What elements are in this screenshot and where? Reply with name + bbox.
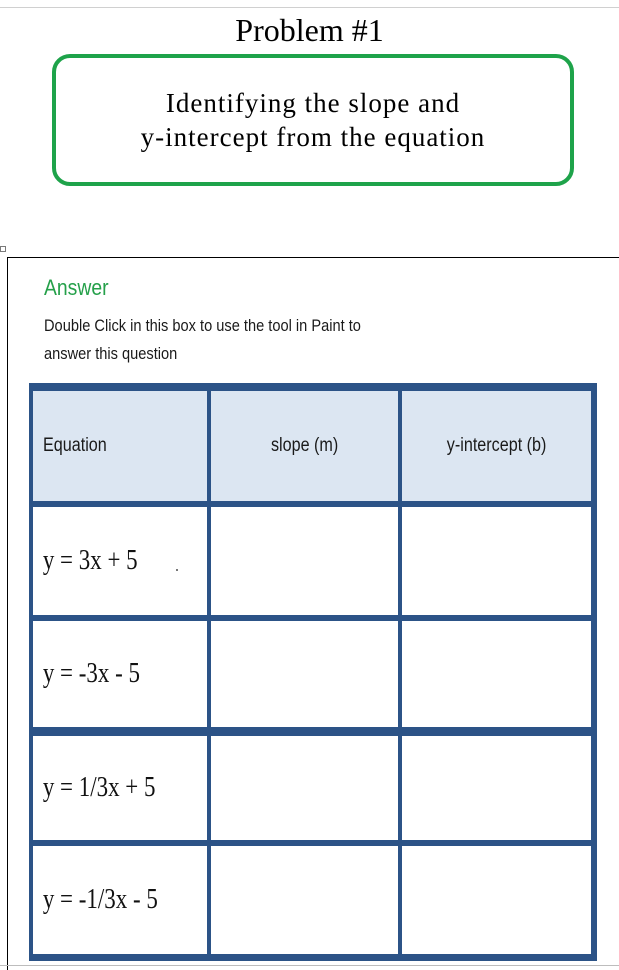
table-row-1-intercept[interactable] (402, 507, 591, 615)
header-cell-equation (33, 391, 207, 501)
table-row-1-equation (33, 507, 207, 615)
answer-heading: Answer (44, 275, 109, 300)
subtitle-box (52, 54, 574, 186)
header-slope-label: slope (m) (270, 435, 339, 456)
top-border-inner (0, 7, 619, 8)
stray-mark (176, 569, 178, 571)
subtitle-text (73, 86, 553, 154)
table-row-4-slope[interactable] (211, 846, 398, 954)
table-row-4-intercept[interactable] (402, 846, 591, 954)
header-intercept-label: y-intercept (b) (446, 435, 547, 456)
table-row-3-equation (33, 736, 207, 840)
table-row-1-slope[interactable] (211, 507, 398, 615)
table-row-2-equation (33, 621, 207, 727)
equation-text: y = -3x - 5 (42, 658, 140, 689)
table-row-2-slope[interactable] (211, 621, 398, 727)
equation-table[interactable] (29, 383, 597, 961)
instruction-line-2: answer this question (44, 344, 178, 363)
bottom-border (0, 965, 619, 966)
table-row-3-slope[interactable] (211, 736, 398, 840)
subtitle-line-2: y-intercept from the equation (140, 122, 486, 152)
header-cell-slope (211, 391, 398, 501)
header-equation-label: Equation (43, 435, 107, 456)
subtitle-line-1: Identifying the slope and (165, 88, 461, 118)
problem-title: Problem #1 (235, 12, 384, 48)
embedded-object-handle-icon[interactable] (0, 246, 6, 252)
answer-instructions (44, 312, 405, 368)
table-row-4-equation (33, 846, 207, 954)
equation-text: y = 1/3x + 5 (42, 772, 156, 803)
instruction-line-1: Double Click in this box to use the tool in Paint to (44, 316, 361, 335)
table-row-2-intercept[interactable] (402, 621, 591, 727)
equation-text: y = -1/3x - 5 (42, 884, 158, 915)
table-row-3-intercept[interactable] (402, 736, 591, 840)
header-cell-intercept (402, 391, 591, 501)
equation-text: y = 3x + 5 (42, 545, 138, 576)
